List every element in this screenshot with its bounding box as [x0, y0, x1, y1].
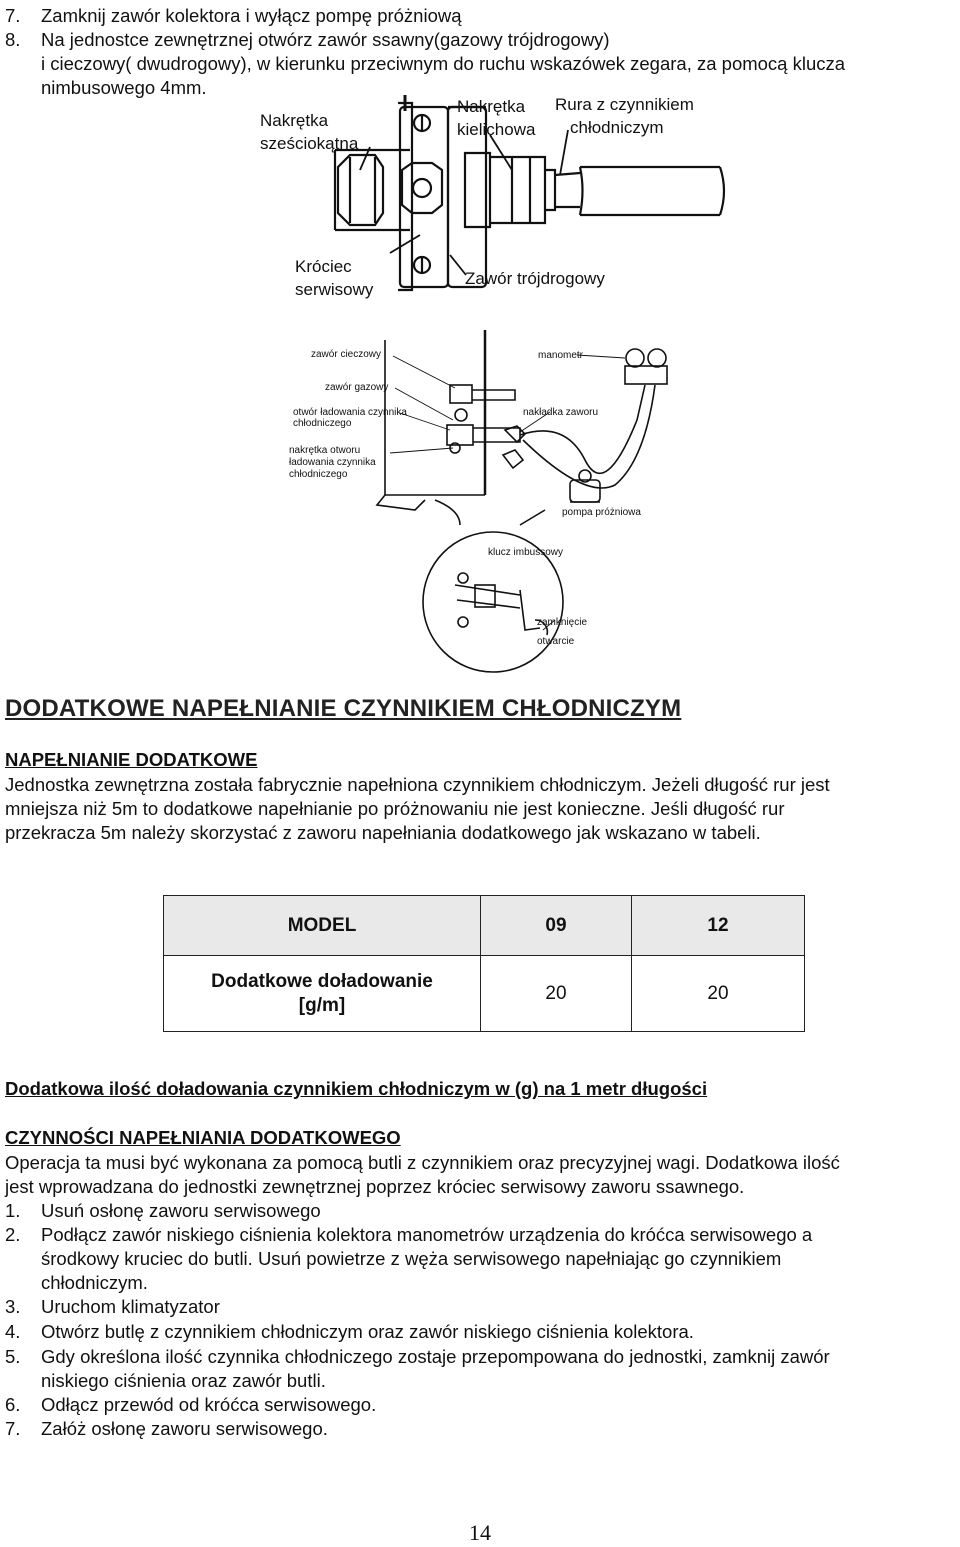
charging-setup-diagram: [285, 330, 685, 695]
step-text: i cieczowy( dwudrogowy), w kierunku przeciwnym do ruchu wskazówek zegara, za pomocą klucza: [41, 53, 846, 74]
label-open: otwarcie: [537, 636, 575, 647]
section-title: DODATKOWE NAPEŁNIANIE CZYNNIKIEM CHŁODNICZYM: [5, 695, 682, 722]
table-cell: 20: [632, 956, 805, 1032]
label-vacuum-pump: pompa próżniowa: [562, 507, 641, 518]
step-text: Uruchom klimatyzator: [41, 1296, 220, 1317]
step-text: chłodniczym.: [41, 1272, 148, 1293]
paragraph-line: jest wprowadzana do jednostki zewnętrznej poprzez króciec serwisowy zaworu ssawnego.: [5, 1176, 745, 1197]
table-caption: Dodatkowa ilość doładowania czynnikiem chłodniczym w (g) na 1 metr długości: [5, 1078, 708, 1099]
paragraph-line: przekracza 5m należy skorzystać z zaworu napełniania dodatkowego jak wskazano w tabeli.: [5, 822, 761, 843]
paragraph-line: mniejsza niż 5m to dodatkowe napełnianie po próżnowaniu nie jest konieczne. Jeśli długość rur: [5, 798, 785, 819]
subsection-title: CZYNNOŚCI NAPEŁNIANIA DODATKOWEGO: [5, 1127, 401, 1148]
step-text: Otwórz butlę z czynnikiem chłodniczym oraz zawór niskiego ciśnienia kolektora.: [41, 1321, 694, 1342]
label-charge-port: chłodniczego: [293, 418, 352, 429]
label-port-nut: nakrętka otworu: [289, 445, 361, 456]
paragraph-line: Operacja ta musi być wykonana za pomocą butli z czynnikiem oraz precyzyjnej wagi. Dodatkowa ilość: [5, 1152, 840, 1173]
row-label-line: [g/m]: [298, 994, 346, 1016]
page-number: 14: [469, 1520, 491, 1545]
label-valve-cap: nakładka zaworu: [523, 407, 599, 418]
row-label-line: Dodatkowe doładowanie: [211, 970, 433, 992]
step-number: 7.: [5, 5, 21, 26]
paragraph-line: Jednostka zewnętrzna została fabrycznie napełniona czynnikiem chłodniczym. Jeżeli długość rur jest: [5, 774, 830, 795]
label-charge-port: otwór ładowania czynnika: [293, 407, 407, 418]
label-manometer: manometr: [538, 350, 584, 361]
table-header-row: [164, 896, 805, 956]
step-text: niskiego ciśnienia oraz zawór butli.: [41, 1370, 326, 1391]
step-number: 1.: [5, 1200, 21, 1221]
step-text: Gdy określona ilość czynnika chłodniczego zostaje przepompowana do jednostki, zamknij zawór: [41, 1346, 830, 1367]
step-text: nimbusowego 4mm.: [41, 77, 207, 98]
step-number: 4.: [5, 1321, 21, 1342]
table-header-cell: MODEL: [164, 896, 481, 956]
label-service-port: serwisowy: [295, 280, 374, 299]
label-gas-valve: zawór gazowy: [325, 382, 389, 393]
label-liquid-valve: zawór cieczowy: [311, 349, 382, 360]
step-number: 3.: [5, 1296, 21, 1317]
step-text: środkowy kruciec do butli. Usuń powietrze z węża serwisowego napełniając go czynnikiem: [41, 1248, 782, 1269]
table-row-label: [164, 956, 481, 1032]
step-text: Zamknij zawór kolektora i wyłącz pompę próżniową: [41, 5, 462, 26]
step-text: Odłącz przewód od króćca serwisowego.: [41, 1394, 377, 1415]
label-flare-nut: Nakrętka: [457, 97, 526, 116]
step-number: 6.: [5, 1394, 21, 1415]
label-pipe: chłodniczym: [570, 118, 664, 137]
step-number: 5.: [5, 1346, 21, 1367]
step-text: Załóż osłonę zaworu serwisowego.: [41, 1418, 328, 1439]
label-hex-nut: Nakrętka: [260, 111, 329, 130]
table-header-cell: 12: [632, 896, 805, 956]
label-flare-nut: kielichowa: [457, 120, 536, 139]
three-way-valve-diagram: [250, 95, 730, 305]
label-port-nut: chłodniczego: [289, 469, 348, 480]
step-text: Podłącz zawór niskiego ciśnienia kolektora manometrów urządzenia do króćca serwisowego a: [41, 1224, 813, 1245]
step-number: 8.: [5, 29, 21, 50]
label-service-port: Króciec: [295, 257, 352, 276]
table-cell: 20: [481, 956, 632, 1032]
step-text: Na jednostce zewnętrznej otwórz zawór ssawny(gazowy trójdrogowy): [41, 29, 610, 50]
label-port-nut: ładowania czynnika: [289, 457, 376, 468]
step-number: 2.: [5, 1224, 21, 1245]
step-number: 7.: [5, 1418, 21, 1439]
table-row: [164, 956, 805, 1032]
label-close: zamknięcie: [537, 617, 588, 628]
label-hex-nut: sześciokątna: [260, 134, 359, 153]
table-header-cell: 09: [481, 896, 632, 956]
label-pipe: Rura z czynnikiem: [555, 95, 694, 114]
refrigerant-charge-table: [163, 895, 805, 1032]
subsection-title: NAPEŁNIANIE DODATKOWE: [5, 749, 258, 770]
label-three-way-valve: Zawór trójdrogowy: [465, 269, 605, 288]
step-text: Usuń osłonę zaworu serwisowego: [41, 1200, 321, 1221]
label-key: klucz imbussowy: [488, 547, 564, 558]
